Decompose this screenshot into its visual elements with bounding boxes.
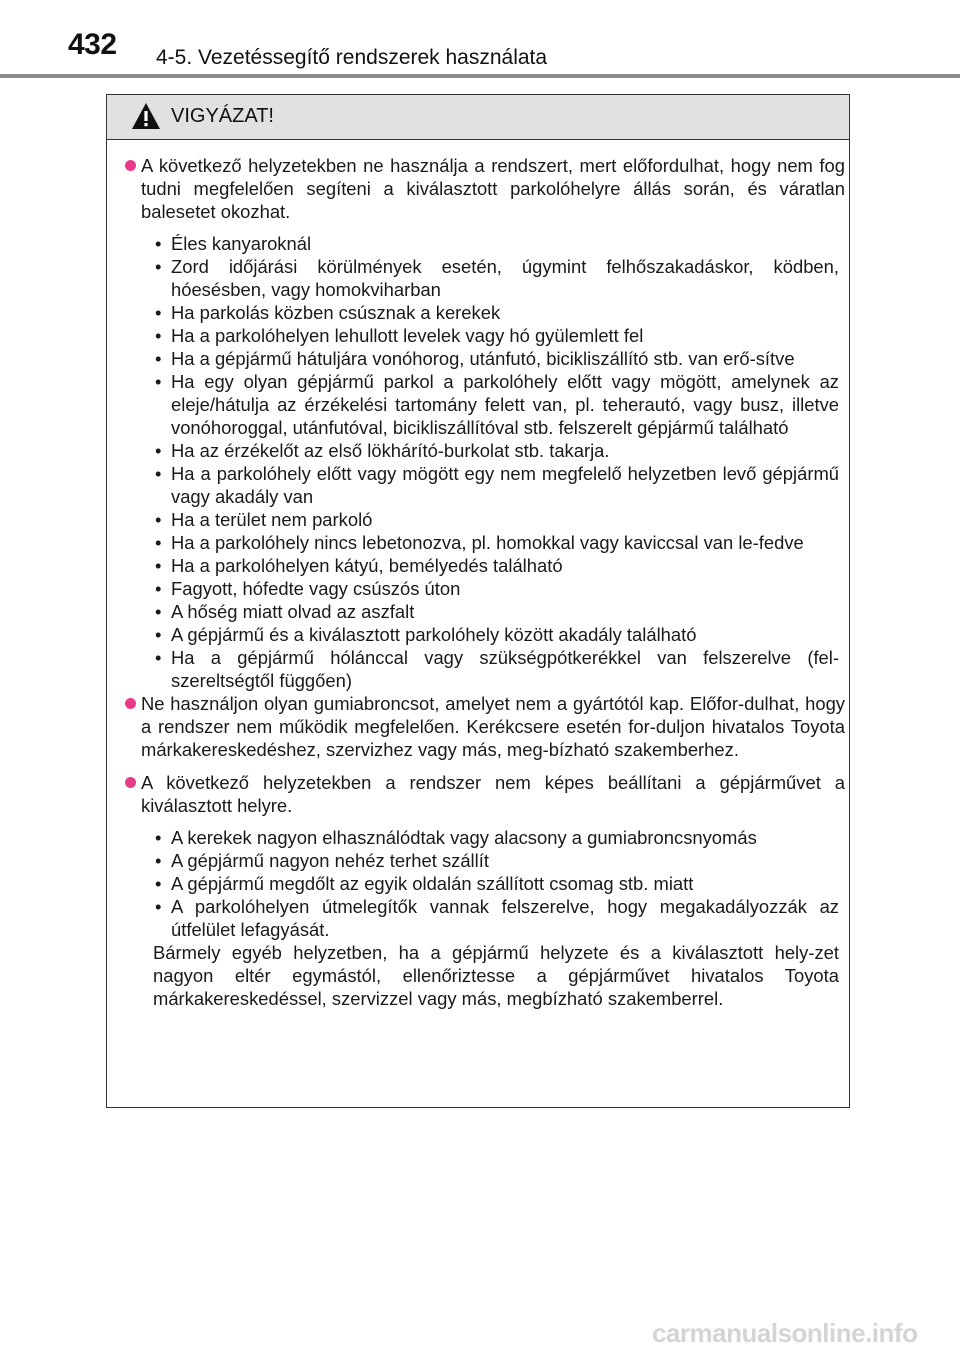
list-item: • Ha a parkolóhelyen kátyú, bemélyedés található <box>125 554 845 577</box>
list-item: • Ha egy olyan gépjármű parkol a parkolóhely előtt vagy mögött, amelynek az eleje/hátulja az érzékelési tartomány felett van, pl. teherautó, vagy busz, illetve vonóhoroggal, utánfutóval, bicikliszállítóval stb. felszerelt gépjármű található <box>125 370 845 439</box>
list-item: • Ha az érzékelőt az első lökhárító-burkolat stb. takarja. <box>125 439 845 462</box>
list-item: • A parkolóhelyen útmelegítők vannak felszerelve, hogy megakadályozzák az útfelület lefagyását. <box>125 895 845 941</box>
list-item: • Fagyott, hófedte vagy csúszós úton <box>125 577 845 600</box>
list-item: • A gépjármű nagyon nehéz terhet szállít <box>125 849 845 872</box>
list-item: • A gépjármű és a kiválasztott parkolóhely között akadály található <box>125 623 845 646</box>
warning-box <box>106 94 850 1108</box>
warning-paragraph <box>125 692 845 761</box>
warning-triangle-icon <box>131 102 161 130</box>
warning-paragraph <box>125 154 845 223</box>
list-item: • Ha a terület nem parkoló <box>125 508 845 531</box>
warning-header <box>107 95 849 140</box>
bullet-dot-icon <box>125 777 136 788</box>
list-item: • Ha a gépjármű hátuljára vonóhorog, utánfutó, bicikliszállító stb. van erő-sítve <box>125 347 845 370</box>
warning-title: VIGYÁZAT! <box>171 105 274 127</box>
bullet-dot-icon <box>125 160 136 171</box>
list-item: • A gépjármű megdőlt az egyik oldalán szállított csomag stb. miatt <box>125 872 845 895</box>
header-rule <box>0 74 960 78</box>
list-item: • Éles kanyaroknál <box>125 232 845 255</box>
bullet-dot-icon <box>125 698 136 709</box>
list-item: • A hőség miatt olvad az aszfalt <box>125 600 845 623</box>
paragraph-text: A következő helyzetekben a rendszer nem képes beállítani a gépjárművet a kiválasztott helyre. <box>141 772 845 816</box>
condition-list <box>125 232 845 692</box>
section-title: 4-5. Vezetéssegítő rendszerek használata <box>156 46 548 69</box>
list-item: • Ha parkolás közben csúsznak a kerekek <box>125 301 845 324</box>
list-item: • Ha a parkolóhelyen lehullott levelek vagy hó gyülemlett fel <box>125 324 845 347</box>
warning-paragraph <box>125 771 845 817</box>
page-number: 432 <box>68 28 117 61</box>
list-item: • Ha a gépjármű hólánccal vagy szükségpótkerékkel van felszerelve (fel-szereltségtől függően) <box>125 646 845 692</box>
closing-paragraph: Bármely egyéb helyzetben, ha a gépjármű helyzete és a kiválasztott hely-zet nagyon eltér egymástól, ellenőriztesse a gépjárművet hivatalos Toyota márkakereskedéssel, szervizzel vagy más, megbízható szakemberrel. <box>153 942 839 1009</box>
watermark: carmanualsonline.info <box>652 1318 918 1348</box>
paragraph-text: Ne használjon olyan gumiabroncsot, amelyet nem a gyártótól kap. Előfor-dulhat, hogy a rendszer nem működik megfelelően. Kerékcsere esetén for-duljon hivatalos Toyota márkakereskedéshez, szervizhez vagy más, meg-bízható szakemberhez. <box>141 693 845 760</box>
page-header <box>0 0 960 80</box>
condition-list <box>125 826 845 941</box>
paragraph-text: A következő helyzetekben ne használja a rendszert, mert előfordulhat, hogy nem fog tudni megfelelően segíteni a kiválasztott parkolóhelyre állás során, és váratlan balesetet okozhat. <box>141 155 845 222</box>
list-item: • Ha a parkolóhely előtt vagy mögött egy nem megfelelő helyzetben levő gépjármű vagy akadály van <box>125 462 845 508</box>
list-item: • A kerekek nagyon elhasználódtak vagy alacsony a gumiabroncsnyomás <box>125 826 845 849</box>
list-item: • Ha a parkolóhely nincs lebetonozva, pl. homokkal vagy kaviccsal van le-fedve <box>125 531 845 554</box>
warning-body <box>125 154 845 1010</box>
list-item: • Zord időjárási körülmények esetén, úgymint felhőszakadáskor, ködben, hóesésben, vagy homokviharban <box>125 255 845 301</box>
